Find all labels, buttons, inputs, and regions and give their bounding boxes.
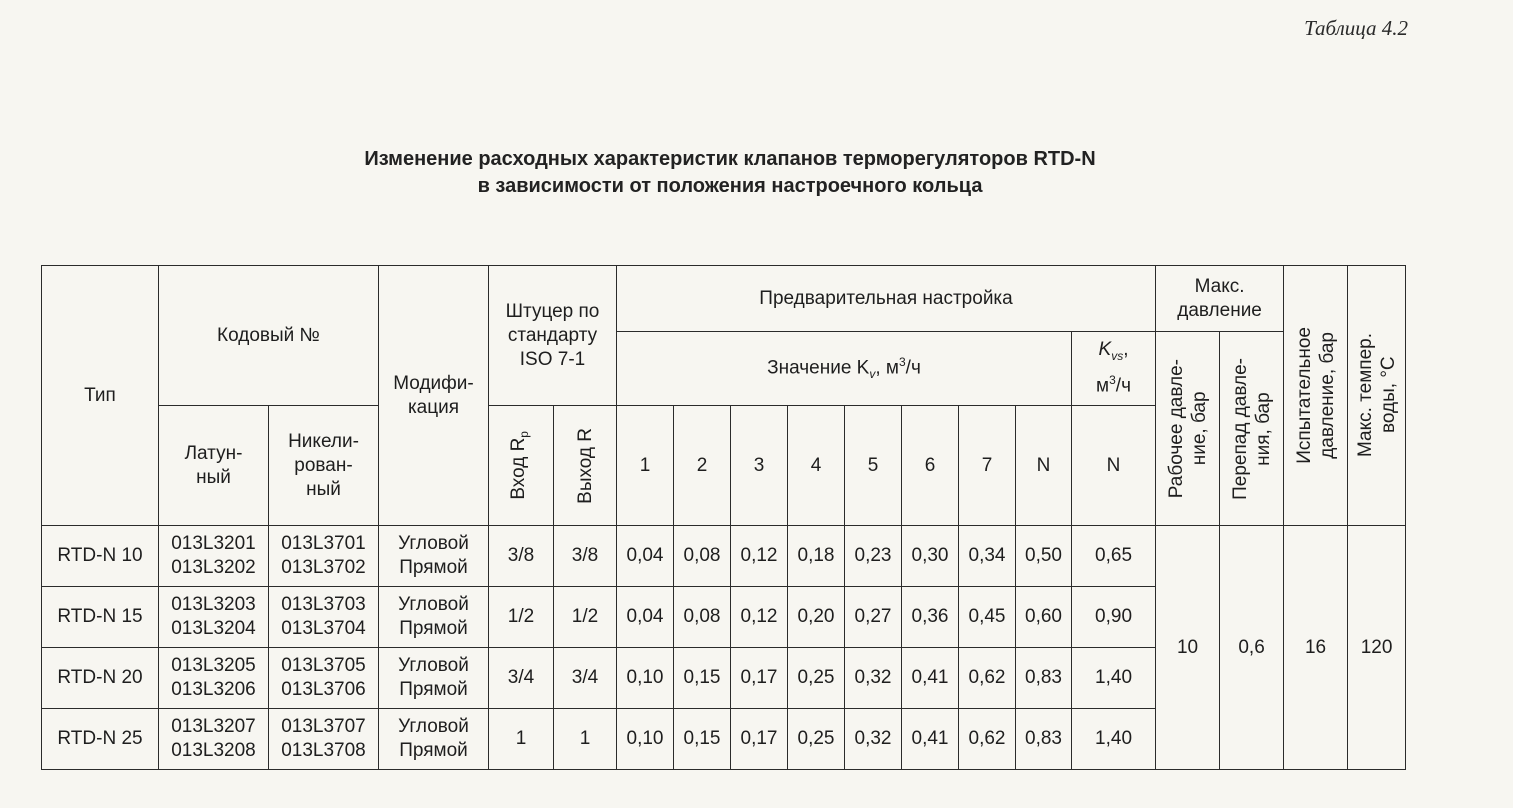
header-fitting: Штуцер по стандарту ISO 7-1	[489, 266, 617, 406]
cell-kv-6: 0,36	[902, 587, 959, 648]
header-kvs-setting: N	[1072, 406, 1156, 526]
table-title	[180, 146, 1280, 200]
header-setting-4: 4	[788, 406, 845, 526]
cell-type: RTD-N 20	[42, 648, 159, 709]
header-max-temp	[1348, 266, 1406, 526]
cell-inlet: 1/2	[489, 587, 554, 648]
cell-kv-7: 0,62	[959, 709, 1016, 770]
cell-kv-1: 0,04	[617, 526, 674, 587]
header-setting-2: 2	[674, 406, 731, 526]
cell-kv-6: 0,41	[902, 709, 959, 770]
kv-label: Значение K	[767, 357, 870, 379]
header-modification: Модифи- кация	[379, 266, 489, 526]
kv-sub: v	[869, 367, 876, 382]
cell-brass-code: 013L3205 013L3206	[159, 648, 269, 709]
cell-kv-3: 0,12	[731, 587, 788, 648]
cell-kv-7: 0,34	[959, 526, 1016, 587]
inlet-label: Вход R	[507, 437, 529, 500]
cell-outlet: 1/2	[554, 587, 617, 648]
cell-modification: Угловой Прямой	[379, 648, 489, 709]
table-row	[42, 526, 1406, 587]
header-setting-n: N	[1016, 406, 1072, 526]
cell-kv-7: 0,62	[959, 648, 1016, 709]
kvs-sub: vs	[1111, 349, 1124, 364]
header-kv	[617, 332, 1072, 406]
table-body	[42, 526, 1406, 770]
cell-diff-pressure: 0,6	[1220, 526, 1284, 770]
header-test-pressure-label: Испытательное давление, бар	[1293, 327, 1338, 464]
cell-kv-5: 0,32	[845, 709, 902, 770]
cell-kv-1: 0,04	[617, 587, 674, 648]
header-outlet	[554, 406, 617, 526]
cell-kvs: 0,90	[1072, 587, 1156, 648]
cell-kv-5: 0,32	[845, 648, 902, 709]
title-line-2: в зависимости от положения настроечного кольца	[477, 175, 983, 197]
kvs-unit-tail: /ч	[1115, 375, 1131, 397]
cell-nickel-code: 013L3701 013L3702	[269, 526, 379, 587]
header-diff-pressure-label: Перепад давле- ния, бар	[1229, 357, 1274, 500]
cell-brass-code: 013L3203 013L3204	[159, 587, 269, 648]
cell-kv-4: 0,20	[788, 587, 845, 648]
header-brass: Латун- ный	[159, 406, 269, 526]
cell-kvs: 1,40	[1072, 709, 1156, 770]
kv-unit-tail: /ч	[905, 357, 921, 379]
inlet-sub: p	[516, 431, 531, 438]
cell-kv-2: 0,08	[674, 587, 731, 648]
header-kvs: $K_{vs}$, $м^3/ч$	[1072, 332, 1156, 406]
cell-max-temp: 120	[1348, 526, 1406, 770]
header-presetting: Предварительная настройка	[617, 266, 1156, 332]
cell-type: RTD-N 25	[42, 709, 159, 770]
cell-nickel-code: 013L3707 013L3708	[269, 709, 379, 770]
header-setting-1: 1	[617, 406, 674, 526]
cell-outlet: 3/8	[554, 526, 617, 587]
cell-working-pressure: 10	[1156, 526, 1220, 770]
kv-unit: , м	[875, 357, 899, 379]
kv-unit-sup: 3	[898, 355, 906, 370]
cell-test-pressure: 16	[1284, 526, 1348, 770]
header-setting-6: 6	[902, 406, 959, 526]
cell-nickel-code: 013L3705 013L3706	[269, 648, 379, 709]
kvs-unit-sup: 3	[1109, 373, 1116, 388]
cell-inlet: 3/4	[489, 648, 554, 709]
cell-kv-1: 0,10	[617, 648, 674, 709]
header-working-pressure	[1156, 332, 1220, 526]
kvs-unit: м	[1096, 375, 1110, 397]
cell-brass-code: 013L3207 013L3208	[159, 709, 269, 770]
header-inlet	[489, 406, 554, 526]
cell-kv-5: 0,23	[845, 526, 902, 587]
cell-kv-2: 0,15	[674, 709, 731, 770]
cell-kv-n: 0,83	[1016, 709, 1072, 770]
header-test-pressure	[1284, 266, 1348, 526]
cell-kv-2: 0,15	[674, 648, 731, 709]
cell-kv-6: 0,41	[902, 648, 959, 709]
cell-kv-6: 0,30	[902, 526, 959, 587]
cell-kvs: 1,40	[1072, 648, 1156, 709]
header-working-pressure-label: Рабочее давле- ние, бар	[1165, 358, 1210, 499]
cell-kv-n: 0,50	[1016, 526, 1072, 587]
cell-type: RTD-N 15	[42, 587, 159, 648]
title-line-1: Изменение расходных характеристик клапанов терморегуляторов RTD-N	[364, 148, 1096, 170]
cell-kv-n: 0,60	[1016, 587, 1072, 648]
table-number: Таблица 4.2	[1304, 16, 1408, 40]
table-header	[42, 266, 1406, 526]
header-max-temp-label: Макс. темпер. воды, °С	[1354, 333, 1399, 458]
cell-kv-4: 0,25	[788, 648, 845, 709]
kvs-label: K	[1098, 339, 1112, 361]
cell-kv-3: 0,12	[731, 526, 788, 587]
header-setting-7: 7	[959, 406, 1016, 526]
cell-kv-5: 0,27	[845, 587, 902, 648]
header-max-pressure: Макс. давление	[1156, 266, 1284, 332]
cell-inlet: 3/8	[489, 526, 554, 587]
cell-outlet: 1	[554, 709, 617, 770]
cell-kvs: 0,65	[1072, 526, 1156, 587]
cell-outlet: 3/4	[554, 648, 617, 709]
outlet-label: Выход R	[574, 427, 596, 504]
header-nickel: Никели- рован- ный	[269, 406, 379, 526]
header-type: Тип	[42, 266, 159, 526]
cell-modification: Угловой Прямой	[379, 587, 489, 648]
cell-kv-n: 0,83	[1016, 648, 1072, 709]
cell-inlet: 1	[489, 709, 554, 770]
cell-kv-7: 0,45	[959, 587, 1016, 648]
cell-nickel-code: 013L3703 013L3704	[269, 587, 379, 648]
header-setting-3: 3	[731, 406, 788, 526]
cell-modification: Угловой Прямой	[379, 709, 489, 770]
cell-kv-4: 0,18	[788, 526, 845, 587]
cell-kv-4: 0,25	[788, 709, 845, 770]
cell-type: RTD-N 10	[42, 526, 159, 587]
cell-modification: Угловой Прямой	[379, 526, 489, 587]
cell-kv-3: 0,17	[731, 709, 788, 770]
cell-kv-1: 0,10	[617, 709, 674, 770]
cell-kv-3: 0,17	[731, 648, 788, 709]
header-diff-pressure	[1220, 332, 1284, 526]
cell-kv-2: 0,08	[674, 526, 731, 587]
cell-brass-code: 013L3201 013L3202	[159, 526, 269, 587]
header-setting-5: 5	[845, 406, 902, 526]
valve-table	[41, 265, 1406, 770]
header-code: Кодовый №	[159, 266, 379, 406]
